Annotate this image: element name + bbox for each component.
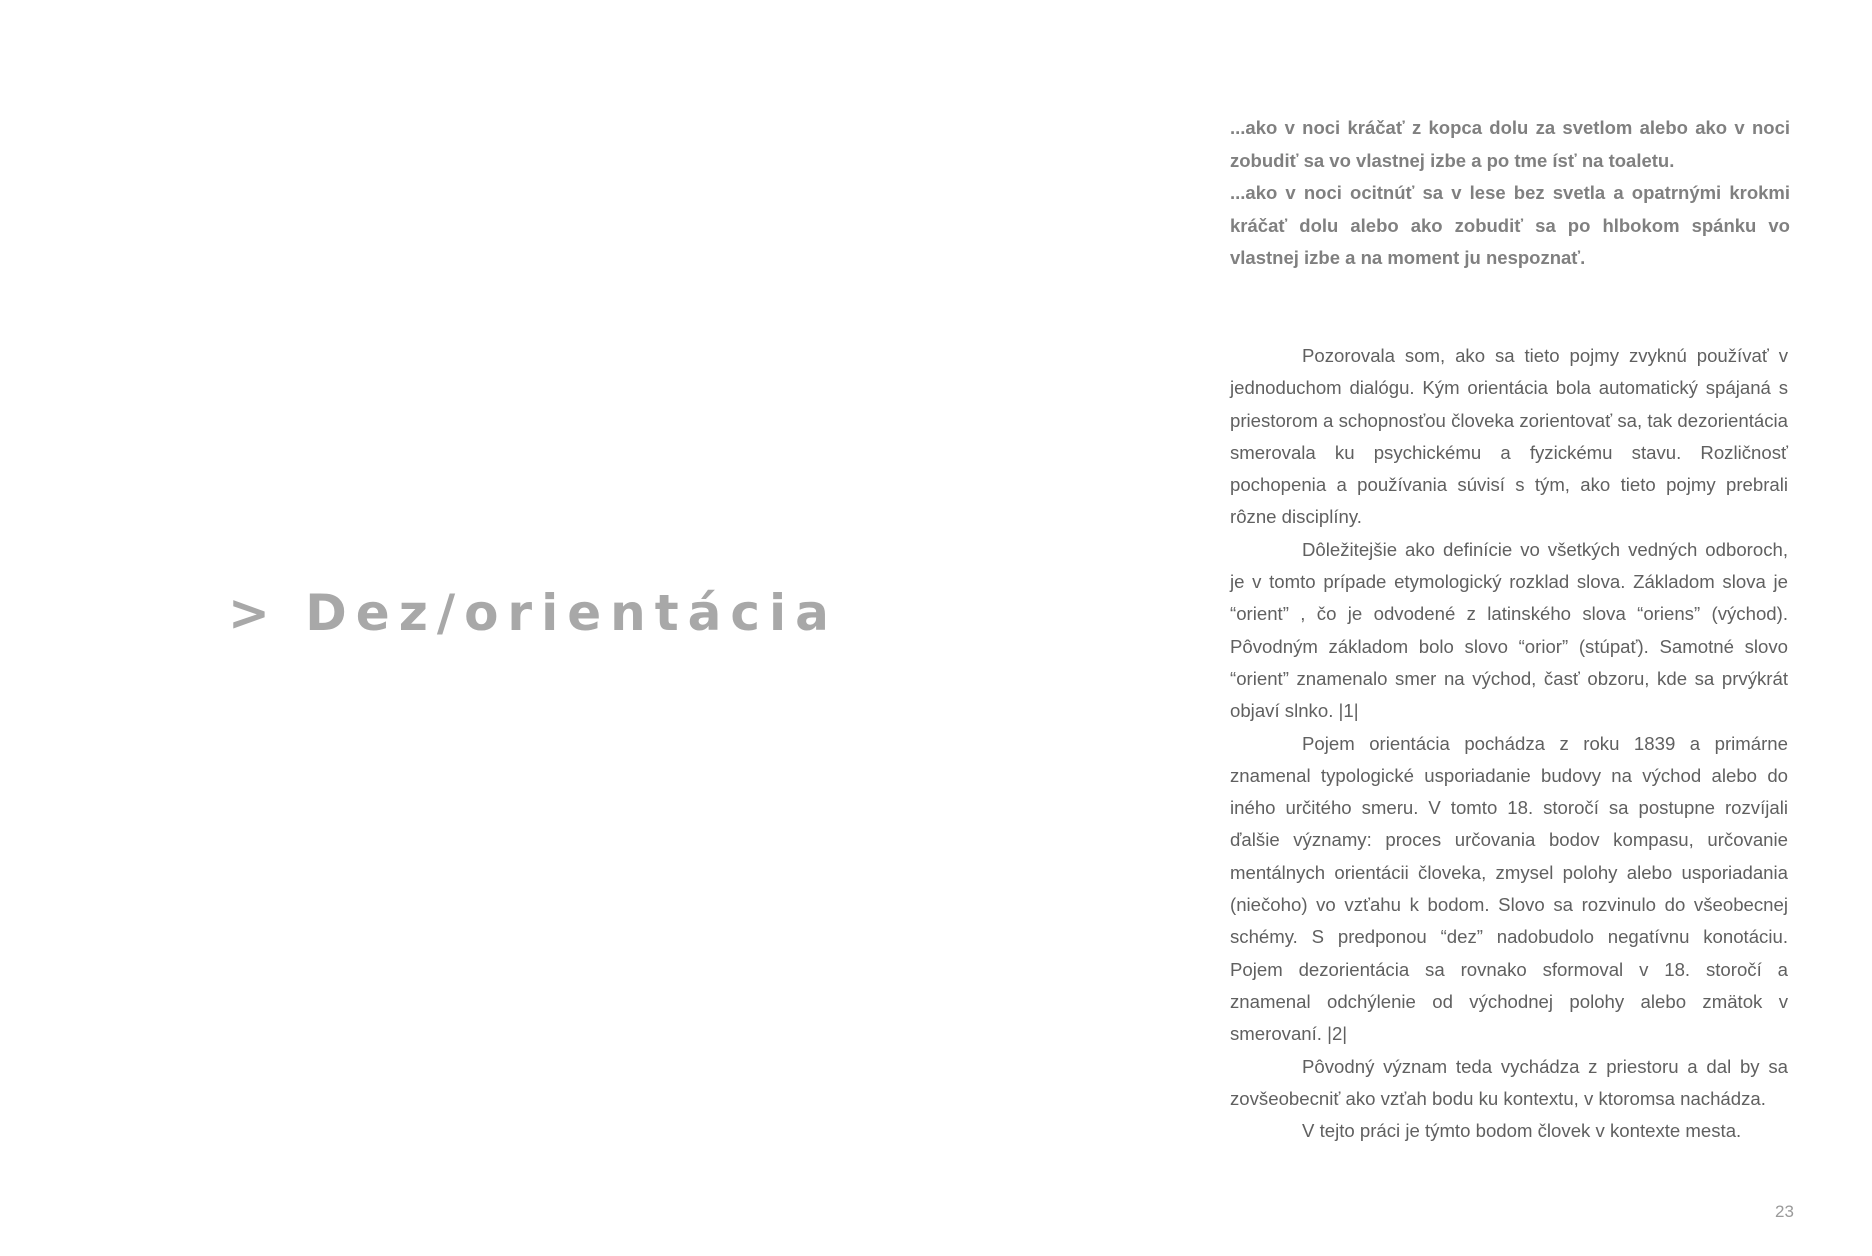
chapter-title: > Dez/orientácia [228, 584, 838, 642]
body-text [1230, 340, 1788, 1147]
right-page [936, 0, 1872, 1256]
epigraph-line: ...ako v noci ocitnúť sa v lese bez svetla a opatrnými krokmi kráčať dolu alebo ako zobudiť sa po hlbokom spánku vo vlastnej izbe a na moment ju nespoznať. [1230, 182, 1790, 268]
body-paragraph: Pozorovala som, ako sa tieto pojmy zvyknú používať v jednoduchom dialógu. Kým orientácia bola automatický spájaná s priestorom a schopnosťou človeka zorientovať sa, tak dezorientácia smerovala ku psychickému a fyzickému stavu. Rozličnosť pochopenia a používania súvisí s tým, ako tieto pojmy prebrali rôzne disciplíny. [1230, 345, 1788, 528]
page-number: 23 [1775, 1202, 1794, 1221]
body-paragraph: Pôvodný význam teda vychádza z priestoru a dal by sa zovšeobecniť ako vzťah bodu ku kontextu, v ktoromsa nachádza. [1230, 1055, 1788, 1109]
epigraph [1230, 112, 1790, 275]
body-paragraph: Dôležitejšie ako definície vo všetkých vedných odboroch, je v tomto prípade etymologický rozklad slova. Základom slova je “orient” , čo je odvodené z latinského slova “oriens” (východ). Pôvodným základom bolo slovo “orior” (stúpať). Samotné slovo “orient” znamenalo smer na východ, časť obzoru, kde sa prvýkrát objaví slnko. |1| [1230, 538, 1788, 722]
body-paragraph: Pojem orientácia pochádza z roku 1839 a primárne znamenal typologické usporiadanie budovy na východ alebo do iného určitého smeru. V tomto 18. storočí sa postupne rozvíjali ďalšie významy: proces určovania bodov kompasu, určovanie mentálnych orientácii človeka, zmysel polohy alebo usporiadania (niečoho) vo vzťahu k bodom. Slovo sa rozvinulo do všeobecnej schémy. S predponou “dez” nadobudolo negatívnu konotáciu. Pojem dezorientácia sa rovnako sformoval v 18. storočí a znamenal odchýlenie od východnej polohy alebo zmätok v smerovaní. |2| [1230, 732, 1788, 1045]
epigraph-line: ...ako v noci kráčať z kopca dolu za svetlom alebo ako v noci zobudiť sa vo vlastnej izbe a po tme ísť na toaletu. [1230, 117, 1790, 171]
body-paragraph: V tejto práci je týmto bodom človek v kontexte mesta. [1302, 1120, 1742, 1142]
